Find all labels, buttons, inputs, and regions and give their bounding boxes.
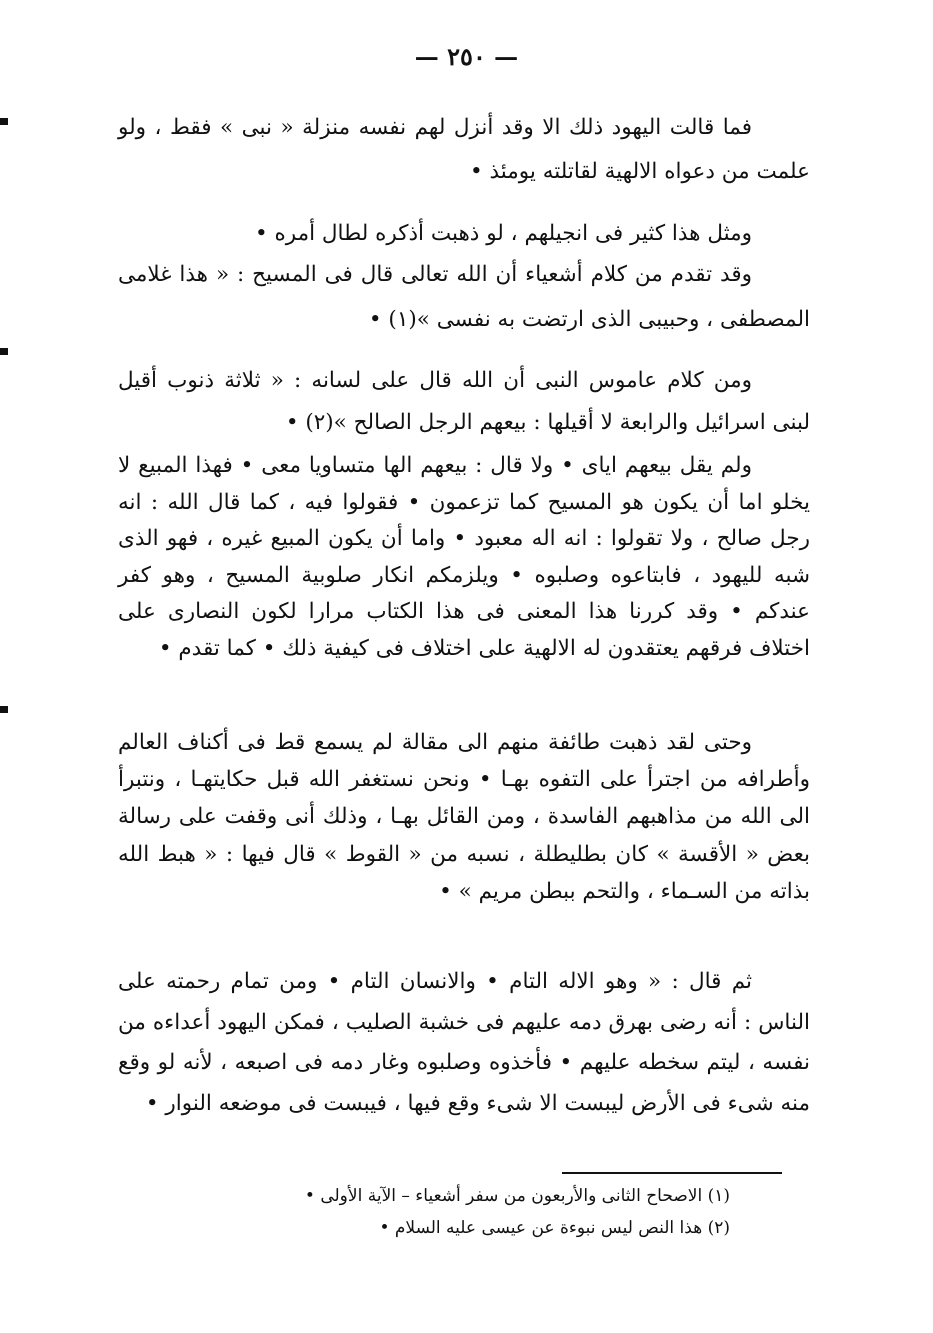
paragraph-3 [118,252,810,342]
footnote-1: (١) الاصحاح الثانى والأربعون من سفر أشعياء – الآية الأولى • [304,1186,730,1206]
paragraph-1 [118,106,810,194]
paragraph-text: ومن كلام عاموس النبى أن الله قال على لسانه : « ثلاثة ذنوب أقيل لبنى اسرائيل والرابعة لا أقيلها : بيعهم الرجل الصالح »(٢) • [118,368,810,435]
footnotes [150,1180,730,1244]
paragraph-6 [118,724,810,910]
page-number: — ٢٥٠ — [414,42,519,71]
paragraph-text: ولم يقل بيعهم اياى • ولا قال : بيعهم الها متساويا معى • فهذا المبيع لا يخلو اما أن يكون هو المسيح كما تزعمون • فقولوا فيه ، كما قال الله : انه رجل صالح ، ولا تقولوا : انه اله معبود • واما أن يكون المبيع غيره ، فهو الذى شبه لليهود ، فابتاعوه وصلبوه • ويلزمكم انكار صلوبية المسيح ، وهو كفر عندكم • وقد كررنا هذا المعنى فى هذا الكتاب مرارا لكون النصارى على اختلاف فرقهم يعتقدون له الالهية على اختلاف فى كيفية ذلك • كما تقدم • [118,453,810,661]
paragraph-7 [118,962,810,1124]
paragraph-text: ومثل هذا كثير فى انجيلهم ، لو ذهبت أذكره لطال أمره • [254,221,752,246]
paragraph-5 [118,448,810,668]
binding-mark [0,706,8,713]
paragraph-2 [118,212,810,256]
binding-mark [0,348,8,355]
binding-mark [0,118,8,125]
paragraph-text: فما قالت اليهود ذلك الا وقد أنزل لهم نفسه منزلة « نبى » فقط ، ولو علمت من دعواه الالهية لقاتلته يومئذ • [118,115,810,184]
paragraph-text: ثم قال : « وهو الاله التام • والانسان التام • ومن تمام رحمته على الناس : أنه رضى بهرق دمه عليهم فى خشبة الصليب ، فمكن اليهود أعداءه من نفسه ، ليتم سخطه عليهم • فأخذوه وصلبوه وغار دمه فى اصبعه ، لأنه لو وقع منه شىء فى الأرض ليبست الا شىء وقع فيها ، فيبست فى موضعه النوار • [118,969,810,1116]
paragraph-text: وحتى لقد ذهبت طائفة منهم الى مقالة لم يسمع قط فى أكناف العالم وأطرافه من اجترأ على التفوه بهـا • ونحن نستغفر الله قبل حكايتهـا ، ونتبرأ الى الله من مذاهبهم الفاسدة ، ومن القائل بهـا ، وذلك أنى وقفت على رسالة بعض « الأقسة » كان بطليطلة ، نسبه من « القوط » قال فيها : « هبط الله بذاته من السـماء ، والتحم ببطن مريم » • [118,730,810,904]
paragraph-4 [118,360,810,444]
footnote-2: (٢) هذا النص ليس نبوءة عن عيسى عليه السلام • [379,1218,730,1238]
footnote-divider [562,1172,782,1174]
paragraph-text: وقد تقدم من كلام أشعياء أن الله تعالى قال فى المسيح : « هذا غلامى المصطفى ، وحبيبى الذى ارتضت به نفسى »(١) • [118,262,810,332]
